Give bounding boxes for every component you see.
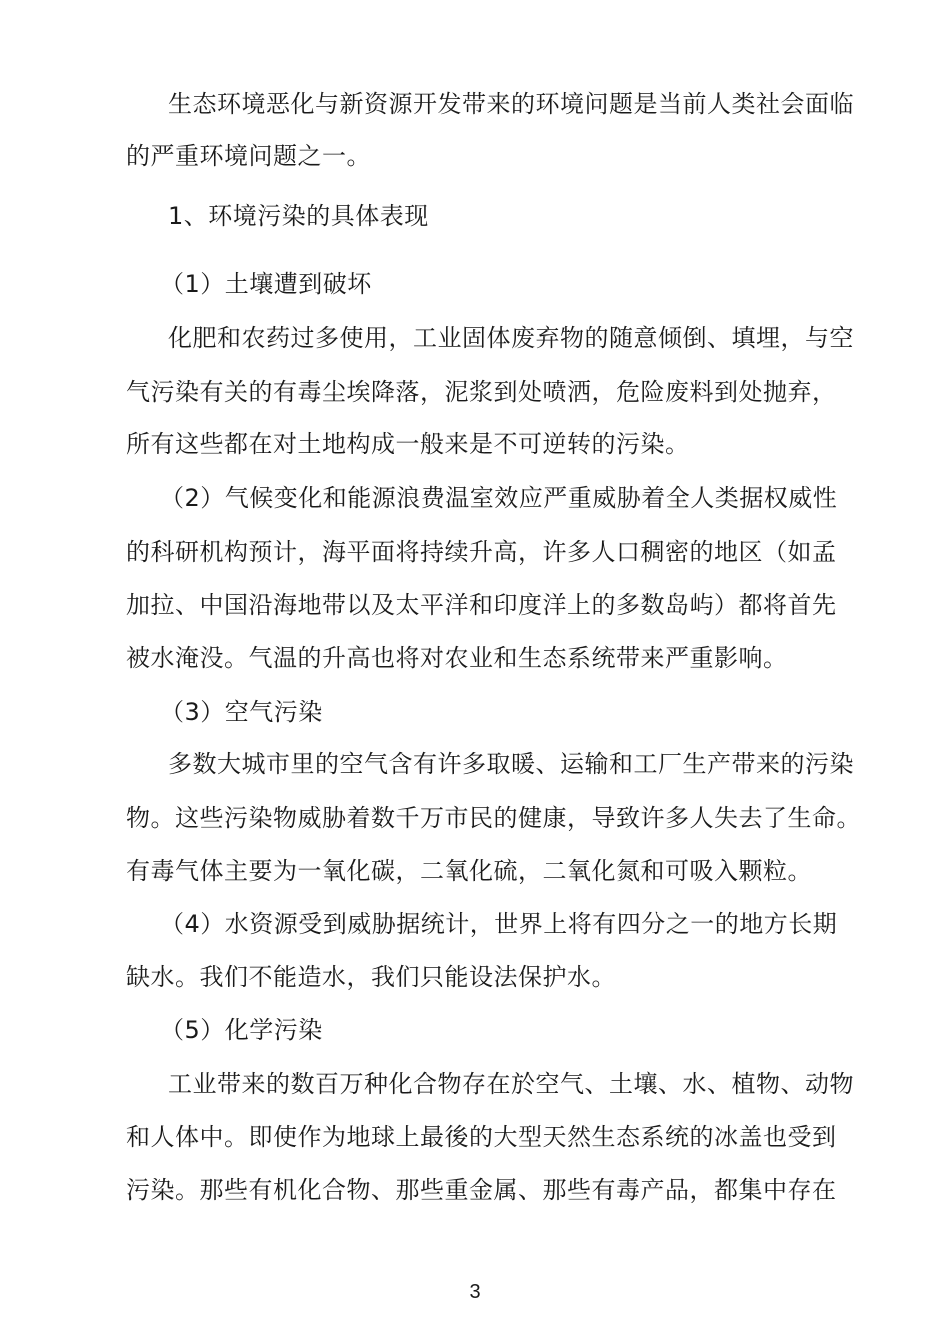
text-line: 物。这些污染物威胁着数千万市民的健康，导致许多人失去了生命。 (126, 804, 861, 832)
subsection-heading: （2）气候变化和能源浪费温室效应严重威胁着全人类据权威性 (160, 484, 838, 512)
text-line: 所有这些都在对土地构成一般来是不可逆转的污染。 (126, 430, 690, 458)
text-line: 被水淹没。气温的升高也将对农业和生态系统带来严重影响。 (126, 644, 788, 672)
text-line: 生态环境恶化与新资源开发带来的环境问题是当前人类社会面临 (168, 90, 854, 118)
text-line: 的科研机构预计，海平面将持续升高，许多人口稠密的地区（如孟 (126, 538, 837, 566)
text-line: 有毒气体主要为一氧化碳，二氧化硫，二氧化氮和可吸入颗粒。 (126, 857, 812, 885)
text-line: 污染。那些有机化合物、那些重金属、那些有毒产品，都集中存在 (126, 1176, 837, 1204)
page-number: 3 (469, 1281, 481, 1303)
text-line: 缺水。我们不能造水，我们只能设法保护水。 (126, 963, 616, 991)
subsection-heading: （1）土壤遭到破坏 (160, 270, 372, 298)
subsection-heading: （5）化学污染 (160, 1016, 323, 1044)
text-line: 气污染有关的有毒尘埃降落，泥浆到处喷洒，危险废料到处抛弃， (126, 378, 837, 406)
text-line: 化肥和农药过多使用，工业固体废弃物的随意倾倒、填埋，与空 (168, 324, 854, 352)
subsection-heading: （4）水资源受到威胁据统计，世界上将有四分之一的地方长期 (160, 910, 838, 938)
text-line: 多数大城市里的空气含有许多取暖、运输和工厂生产带来的污染 (168, 750, 854, 778)
text-line: 加拉、中国沿海地带以及太平洋和印度洋上的多数岛屿）都将首先 (126, 591, 837, 619)
text-line: 和人体中。即使作为地球上最後的大型天然生态系统的冰盖也受到 (126, 1123, 837, 1151)
text-line: 的严重环境问题之一。 (126, 142, 371, 170)
subsection-heading: （3）空气污染 (160, 698, 323, 726)
text-line: 工业带来的数百万种化合物存在於空气、土壤、水、植物、动物 (168, 1070, 854, 1098)
section-heading: 1、环境污染的具体表现 (168, 202, 429, 230)
